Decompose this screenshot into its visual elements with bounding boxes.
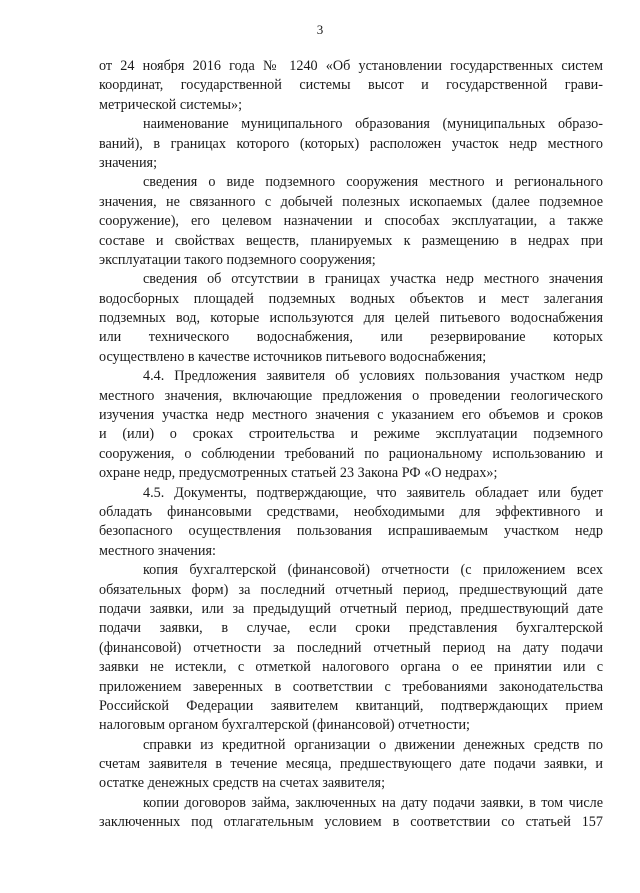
text-line: составе и свойствах веществ, планируемых к размещению в недрах при	[99, 232, 603, 249]
text-line: 4.5. Документы, подтверждающие, что заявитель обладает или будет	[143, 484, 603, 501]
page-number: 3	[316, 22, 324, 37]
paragraph	[99, 794, 603, 833]
text-line: сведения о виде подземного сооружения местного и регионального	[143, 174, 603, 191]
text-line: (финансовой) отчетности за последний отчетный период на дату подачи	[99, 639, 603, 656]
text-line: сооружение), его целевом назначении и способах эксплуатации, а также	[99, 213, 603, 230]
text-line: от 24 ноября 2016 года № 1240 «Об установлении государственных систем	[99, 58, 603, 74]
text-line: счетам заявителя в течение месяца, предшествующего дате подачи заявки, и	[99, 756, 603, 773]
text-line: наименование муниципального образования (муниципальных образо-	[143, 116, 603, 133]
text-line: копия бухгалтерской (финансовой) отчетности (с приложением всех	[143, 562, 603, 579]
text-line: безопасного осуществления пользования испрашиваемым участком недр	[99, 523, 603, 540]
paragraph	[99, 561, 603, 736]
text-line: и (или) о сроках строительства и режиме эксплуатации подземного	[99, 426, 603, 443]
text-line: метрической системы»;	[99, 96, 243, 113]
text-line: подачи заявки, в случае, если сроки представления бухгалтерской	[99, 620, 603, 637]
text-line: приложением заверенных в соответствии с требованиями законодательства	[99, 678, 603, 695]
paragraph	[99, 484, 603, 562]
text-line: обладать финансовыми средствами, необходимыми для эффективного и	[99, 503, 603, 520]
text-line: обязательных форм) за последний отчетный период, предшествующий дате	[99, 581, 603, 598]
text-line: подачи заявки, или за предыдущий отчетный период, предшествующий дате	[99, 600, 603, 617]
text-line: заключенных под отлагательным условием в соответствии со статьей 157	[99, 814, 603, 831]
text-line: остатке денежных средств на счетах заявителя;	[99, 775, 386, 792]
text-line: изучения участка недр местного значения с указанием его объемов и сроков	[99, 407, 603, 424]
paragraph	[99, 57, 603, 115]
text-line: водосборных площадей подземных водных объектов и мест залегания	[99, 290, 603, 307]
text-line: эксплуатации такого подземного сооружения;	[99, 251, 376, 268]
text-line: справки из кредитной организации о движении денежных средств по	[143, 736, 603, 753]
paragraph	[99, 115, 603, 173]
text-line: сведения об отсутствии в границах участка недр местного значения	[143, 271, 603, 288]
text-line: ваний), в границах которого (которых) расположен участок недр местного	[99, 135, 603, 152]
text-line: местного значения:	[99, 542, 216, 559]
text-line: значения, не связанного с добычей полезных ископаемых (далее подземное	[99, 193, 603, 210]
text-line: охране недр, предусмотренных статьей 23 Закона РФ «О недрах»;	[99, 465, 498, 482]
text-line: осуществлено в качестве источников питьевого водоснабжения;	[99, 348, 487, 365]
text-line: налоговым органом бухгалтерской (финансовой) отчетности;	[99, 717, 470, 734]
text-line: местного значения, включающие предложения о проведении геологического	[99, 387, 603, 404]
text-line: Российской Федерации заявителем квитанций, подтверждающих прием	[99, 697, 603, 714]
paragraph	[99, 173, 603, 270]
text-line: или технического водоснабжения, или резервирование которых	[99, 329, 603, 346]
text-line: 4.4. Предложения заявителя об условиях пользования участком недр	[143, 368, 603, 385]
text-line: заявки не истекли, с отметкой налогового органа о ее принятии или с	[99, 659, 603, 676]
paragraph	[99, 736, 603, 794]
text-line: подземных вод, которые используются для целей питьевого водоснабжения	[99, 310, 603, 327]
text-line: значения;	[99, 154, 158, 171]
text-line: сооружения, о соблюдении требований по рациональному использованию и	[99, 445, 603, 462]
paragraph	[99, 367, 603, 483]
document-body	[99, 57, 603, 833]
text-line: копии договоров займа, заключенных на дату подачи заявки, в том числе	[143, 794, 603, 811]
paragraph	[99, 270, 603, 367]
text-line: координат, государственной системы высот и государственной грави-	[99, 77, 603, 94]
